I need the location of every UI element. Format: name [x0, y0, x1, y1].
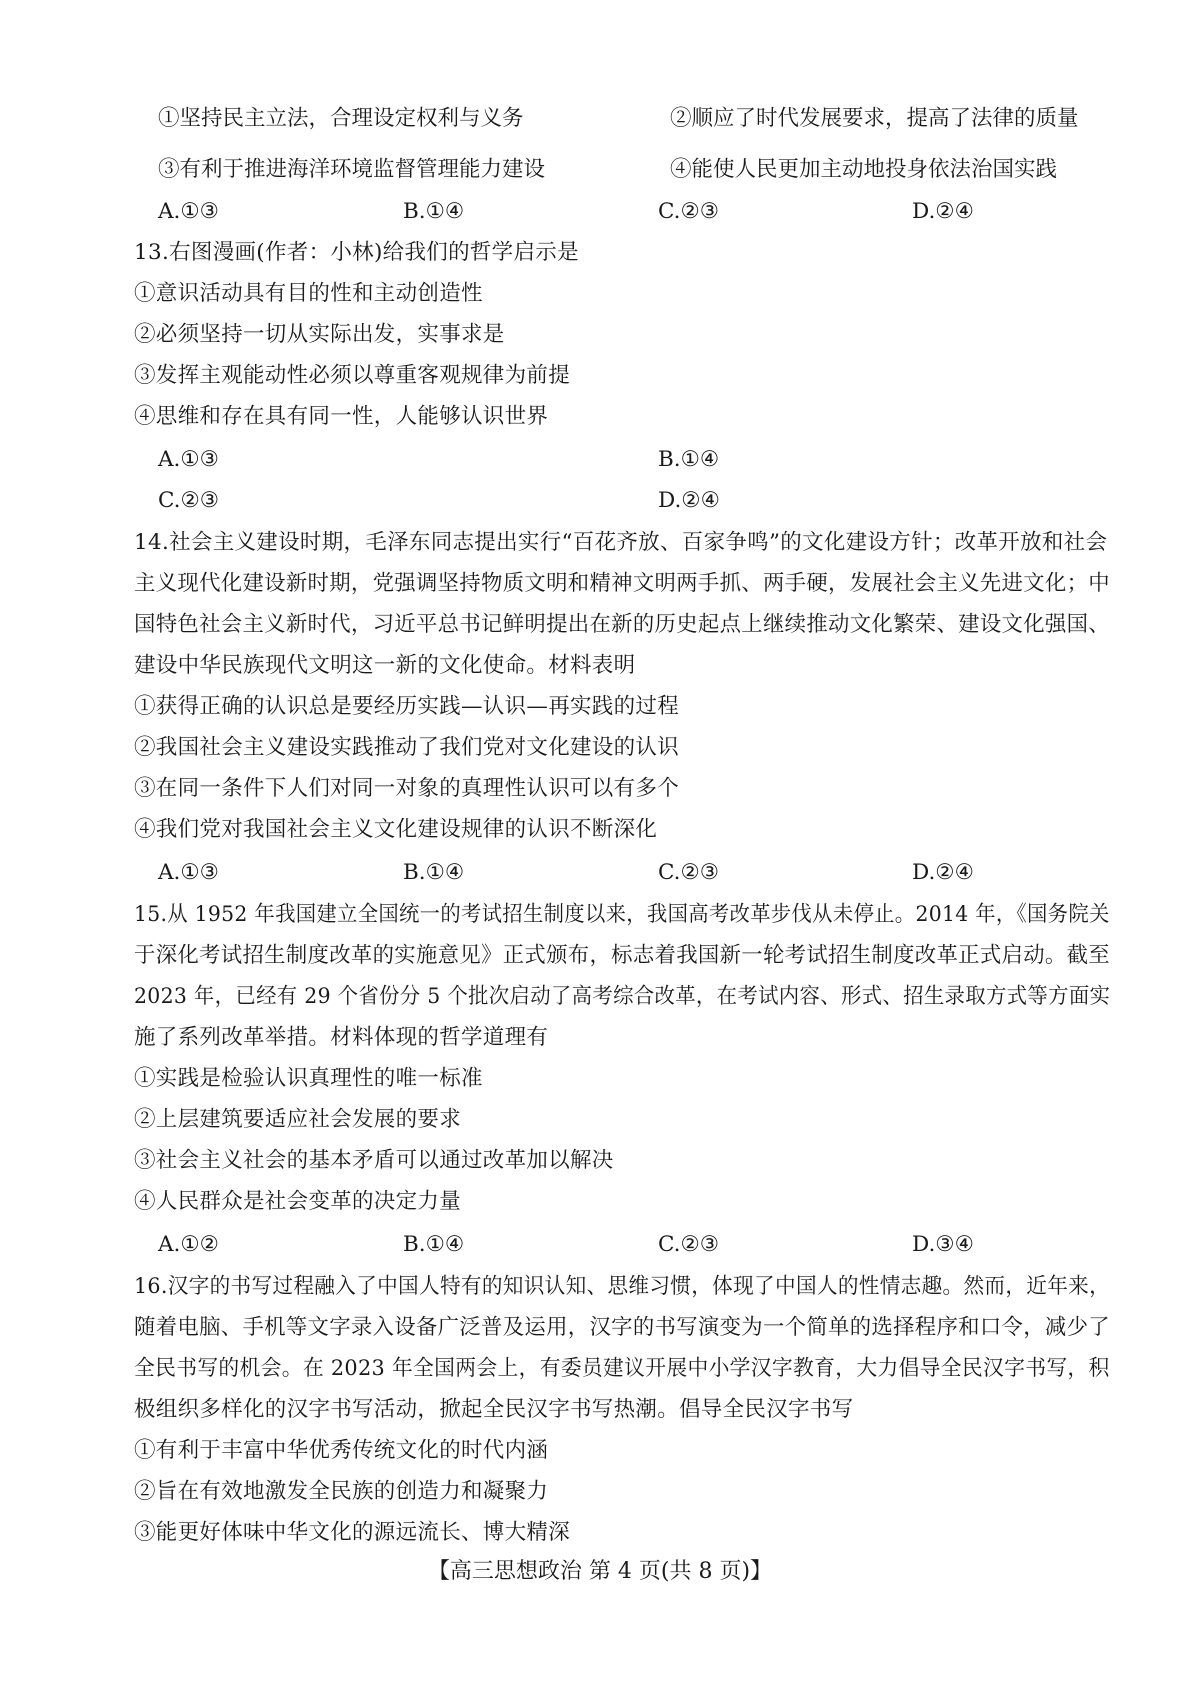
q13-option-b: B.①④ — [658, 447, 720, 472]
q12-statement-2: ②顺应了时代发展要求，提高了法律的质量 — [670, 106, 1079, 131]
q12-statement-1: ①坚持民主立法，合理设定权利与义务 — [158, 106, 524, 131]
q12-option-a: A.①③ — [158, 199, 219, 224]
q14-statement-1: ①获得正确的认识总是要经历实践—认识—再实践的过程 — [134, 694, 680, 719]
q15-statement-2: ②上层建筑要适应社会发展的要求 — [134, 1107, 462, 1132]
q13-statement-1: ①意识活动具有目的性和主动创造性 — [134, 281, 483, 306]
q13-statement-4: ④思维和存在具有同一性，人能够认识世界 — [134, 404, 549, 429]
q13-option-c: C.②③ — [158, 488, 220, 513]
q16-stem-line-3: 全民书写的机会。在 2023 年全国两会上，有委员建议开展中小学汉字教育，大力倡导全民汉字书写，积 — [134, 1356, 1110, 1381]
q16-stem-line-4: 极组织多样化的汉字书写活动，掀起全民汉字书写热潮。倡导全民汉字书写 — [134, 1397, 854, 1422]
q12-option-c: C.②③ — [658, 199, 720, 224]
q15-option-b: B.①④ — [403, 1232, 465, 1257]
q16-stem-line-1: 16.汉字的书写过程融入了中国人特有的知识认知、思维习惯，体现了中国人的性情志趣。然而，近年来， — [134, 1274, 1111, 1299]
q14-statement-3: ③在同一条件下人们对同一对象的真理性认识可以有多个 — [134, 776, 680, 801]
q13-option-a: A.①③ — [158, 447, 219, 472]
q14-statement-4: ④我们党对我国社会主义文化建设规律的认识不断深化 — [134, 817, 658, 842]
q15-statement-1: ①实践是检验认识真理性的唯一标准 — [134, 1066, 483, 1091]
q15-stem-line-2: 于深化考试招生制度改革的实施意见》正式颁布，标志着我国新一轮考试招生制度改革正式启动。截至 — [134, 943, 1111, 968]
q16-statement-2: ②旨在有效地激发全民族的创造力和凝聚力 — [134, 1479, 549, 1504]
q14-option-b: B.①④ — [403, 860, 465, 885]
q16-statement-1: ①有利于丰富中华优秀传统文化的时代内涵 — [134, 1438, 549, 1463]
q14-stem-line-2: 主义现代化建设新时期，党强调坚持物质文明和精神文明两手抓、两手硬，发展社会主义先进文化；中 — [134, 571, 1111, 596]
q13-option-d: D.②④ — [658, 488, 720, 513]
q15-option-d: D.③④ — [912, 1232, 974, 1257]
q14-stem-line-1: 14.社会主义建设时期，毛泽东同志提出实行“百花齐放、百家争鸣”的文化建设方针；改革开放和社会 — [134, 530, 1108, 555]
q14-option-c: C.②③ — [658, 860, 720, 885]
q14-statement-2: ②我国社会主义建设实践推动了我们党对文化建设的认识 — [134, 735, 680, 760]
page-footer: 【高三思想政治 第 4 页(共 8 页)】 — [427, 1559, 773, 1584]
q15-stem-line-4: 施了系列改革举措。材料体现的哲学道理有 — [134, 1025, 549, 1050]
q14-stem-line-4: 建设中华民族现代文明这一新的文化使命。材料表明 — [134, 653, 636, 678]
q16-statement-3: ③能更好体味中华文化的源远流长、博大精深 — [134, 1520, 571, 1545]
q12-statement-4: ④能使人民更加主动地投身依法治国实践 — [670, 157, 1058, 182]
q14-option-a: A.①③ — [158, 860, 219, 885]
q13-statement-2: ②必须坚持一切从实际出发，实事求是 — [134, 322, 505, 347]
q14-option-d: D.②④ — [912, 860, 974, 885]
q15-option-c: C.②③ — [658, 1232, 720, 1257]
q15-statement-3: ③社会主义社会的基本矛盾可以通过改革加以解决 — [134, 1148, 614, 1173]
q15-stem-line-3: 2023 年，已经有 29 个省份分 5 个批次启动了高考综合改革，在考试内容、形式、招生录取方式等方面实 — [134, 984, 1111, 1009]
q13-statement-3: ③发挥主观能动性必须以尊重客观规律为前提 — [134, 363, 571, 388]
q13-stem: 13.右图漫画(作者：小林)给我们的哲学启示是 — [134, 240, 579, 265]
q15-statement-4: ④人民群众是社会变革的决定力量 — [134, 1189, 462, 1214]
q12-statement-3: ③有利于推进海洋环境监督管理能力建设 — [158, 157, 546, 182]
q15-option-a: A.①② — [158, 1232, 219, 1257]
q12-option-d: D.②④ — [912, 199, 974, 224]
q14-stem-line-3: 国特色社会主义新时代，习近平总书记鲜明提出在新的历史起点上继续推动文化繁荣、建设文化强国、 — [134, 612, 1111, 637]
q12-option-b: B.①④ — [403, 199, 465, 224]
q16-stem-line-2: 随着电脑、手机等文字录入设备广泛普及运用，汉字的书写演变为一个简单的选择程序和口令，减少了 — [134, 1315, 1111, 1340]
q15-stem-line-1: 15.从 1952 年我国建立全国统一的考试招生制度以来，我国高考改革步伐从未停止。2014 年，《国务院关 — [134, 902, 1110, 927]
